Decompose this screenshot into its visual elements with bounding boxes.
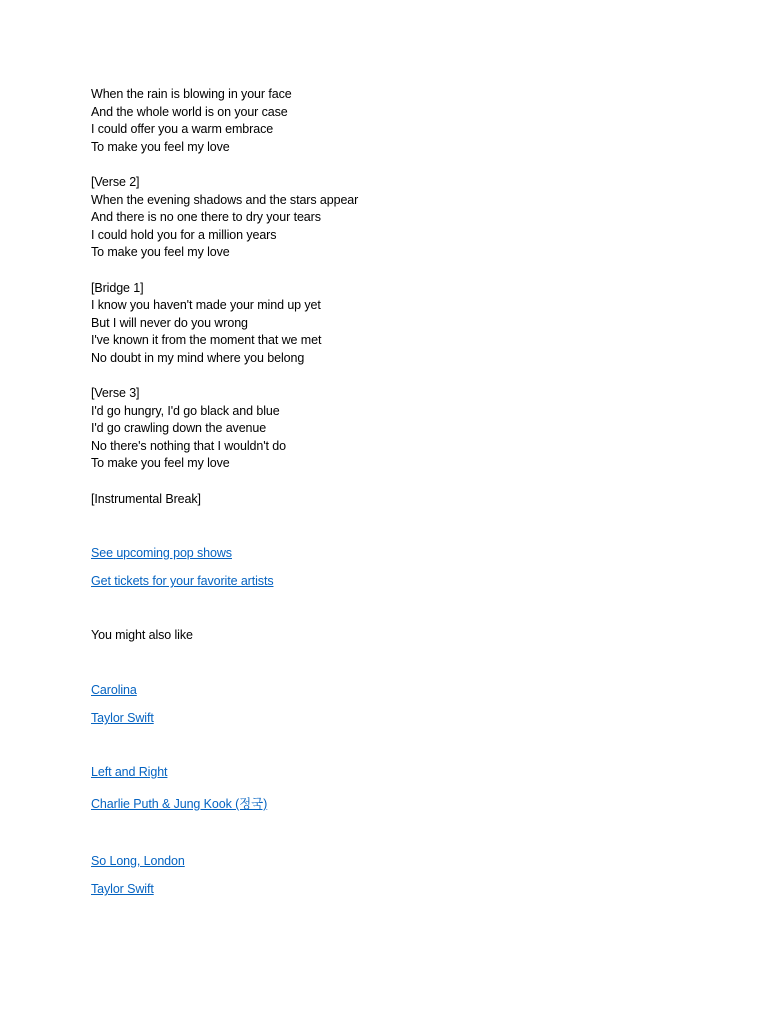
section-header-bridge-1: [Bridge 1] [91, 280, 144, 295]
stanza-spacer [91, 368, 691, 386]
lyric-line: But I will never do you wrong [91, 315, 248, 330]
song-title-link[interactable]: Left and Right [91, 765, 168, 779]
lyric-line: When the evening shadows and the stars appear [91, 192, 359, 207]
artist-link[interactable]: Taylor Swift [91, 711, 154, 725]
stanza-spacer [91, 262, 691, 280]
lyric-line: I know you haven't made your mind up yet [91, 298, 321, 313]
upcoming-pop-shows-link[interactable]: See upcoming pop shows [91, 546, 232, 560]
lyric-line: I'd go crawling down the avenue [91, 421, 267, 436]
lyric-line: I'd go hungry, I'd go black and blue [91, 403, 280, 418]
stanza-spacer [91, 473, 691, 491]
lyric-line: To make you feel my love [91, 456, 230, 471]
lyric-line: I could offer you a warm embrace [91, 122, 274, 137]
song-title-link[interactable]: So Long, London [91, 854, 185, 868]
lyric-line: No there's nothing that I wouldn't do [91, 438, 286, 453]
lyric-line: And the whole world is on your case [91, 104, 288, 119]
section-header-verse-2: [Verse 2] [91, 174, 140, 189]
lyric-line: I could hold you for a million years [91, 227, 277, 242]
tickets-link[interactable]: Get tickets for your favorite artists [91, 574, 274, 588]
stanza-spacer [91, 156, 691, 174]
lyric-line: I've known it from the moment that we met [91, 333, 322, 348]
also-like-heading: You might also like [91, 628, 193, 642]
artist-link[interactable]: Taylor Swift [91, 882, 154, 896]
lyric-line: No doubt in my mind where you belong [91, 350, 305, 365]
lyric-line: To make you feel my love [91, 139, 230, 154]
lyric-line: When the rain is blowing in your face [91, 87, 292, 101]
lyric-line: And there is no one there to dry your tears [91, 210, 321, 225]
lyrics-body [91, 86, 691, 508]
section-header-instrumental: [Instrumental Break] [91, 491, 201, 506]
artist-link[interactable]: Charlie Puth & Jung Kook (정국) [91, 797, 268, 811]
song-title-link[interactable]: Carolina [91, 683, 137, 697]
section-header-verse-3: [Verse 3] [91, 386, 140, 401]
lyric-line: To make you feel my love [91, 245, 230, 260]
